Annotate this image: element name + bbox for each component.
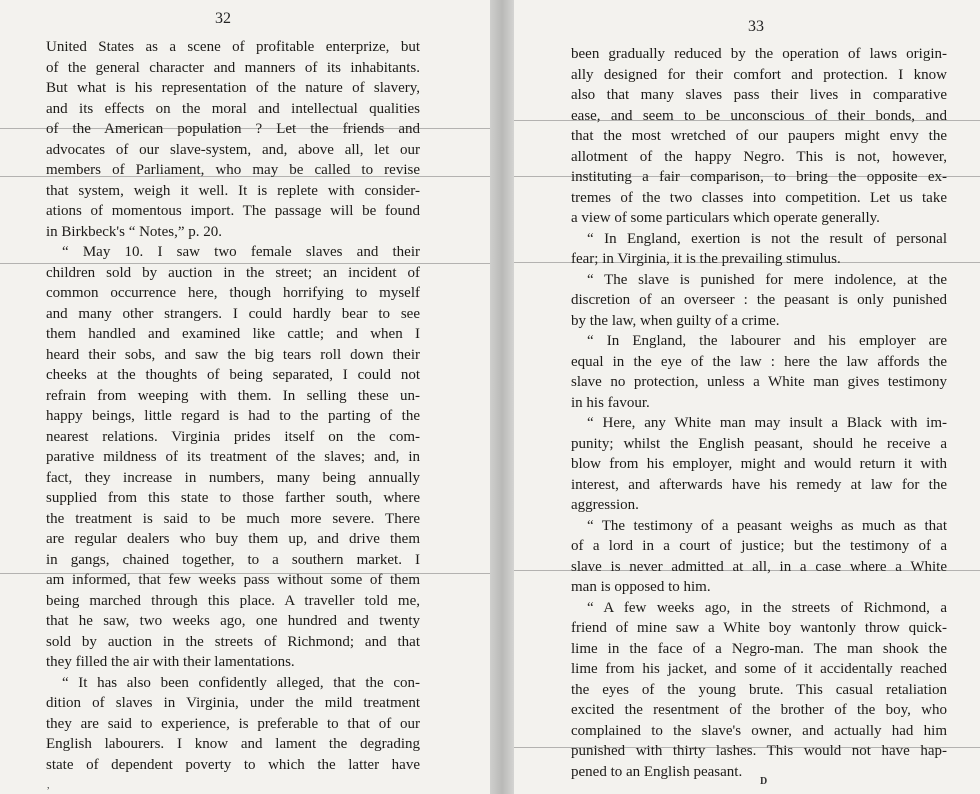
text-line: fact, they increase in numbers, many being annually xyxy=(46,469,420,486)
text-line: state of dependent poverty to which the latter have xyxy=(46,756,420,773)
text-line: nearest relations. Virginia prides itself on the com- xyxy=(46,428,420,445)
text-line: English labourers. I know and lament the degrading xyxy=(46,736,420,752)
text-line: in Birkbeck's “ Notes,” p. 20. xyxy=(46,223,223,240)
text-line: friend of mine saw a White boy wantonly throw quick- xyxy=(571,620,947,636)
text-line: ease, and seem to be unconscious of their bonds, and xyxy=(571,107,947,124)
scan-artifact-line xyxy=(0,263,490,264)
text-line: by the law, when guilty of a crime. xyxy=(571,312,780,329)
text-line: advocates of our slave-system, and, above all, let our xyxy=(46,141,420,158)
text-line: “ The testimony of a peasant weighs as much as that xyxy=(587,517,947,534)
text-line: that system, weigh it well. It is replete with consider- xyxy=(46,182,420,199)
scan-artifact-line xyxy=(514,176,980,177)
text-line: punished with thirty lashes. This would not have hap- xyxy=(571,743,947,759)
text-line: refrain from weeping with them. In selling these un- xyxy=(46,387,420,404)
scan-artifact-line xyxy=(514,262,980,263)
text-line: and its effects on the moral and intellectual qualities xyxy=(46,100,420,117)
text-line: discretion of an overseer : the peasant is only punished xyxy=(571,292,947,308)
text-line: tremes of the two classes into competition. Let us take xyxy=(571,189,947,206)
text-line: United States as a scene of profitable enterprize, but xyxy=(46,39,420,55)
text-line: lime in the face of a Negro-man. The man shook the xyxy=(571,640,947,657)
text-line: equal in the eye of the law : here the law affords the xyxy=(571,353,947,370)
text-line: supplied from this state to those farther south, where xyxy=(46,490,420,506)
text-line: “ A few weeks ago, in the streets of Richmond, a xyxy=(587,599,947,616)
text-line: instituting a fair comparison, to bring the opposite ex- xyxy=(571,169,947,185)
text-line: aggression. xyxy=(571,497,639,513)
page-number-right: 33 xyxy=(748,18,764,35)
text-line: members of Parliament, who may be called to revise xyxy=(46,162,420,178)
text-line: the eyes of the young brute. This casual retaliation xyxy=(571,681,947,698)
text-line: slave no protection, unless a White man gives testimony xyxy=(571,374,947,390)
text-line: excited the resentment of the brother of the boy, who xyxy=(571,702,947,718)
left-text-block xyxy=(46,37,420,775)
text-line: are regular dealers who buy them up, and drive them xyxy=(46,531,420,547)
scan-artifact-line xyxy=(514,570,980,571)
text-line: man is opposed to him. xyxy=(571,579,711,595)
text-line: common occurrence here, though horrifying to myself xyxy=(46,285,420,301)
scan-artifact-line xyxy=(514,120,980,121)
text-line: of a lord in a court of justice; but the testimony of a xyxy=(571,538,947,554)
text-line: But what is his representation of the nature of slavery, xyxy=(46,80,420,96)
signature-mark: D xyxy=(760,776,768,787)
text-line: of the general character and manners of its inhabitants. xyxy=(46,59,420,76)
text-line: “ May 10. I saw two female slaves and their xyxy=(62,244,420,260)
text-line: “ In England, exertion is not the result of personal xyxy=(587,230,947,247)
text-line: that he saw, two weeks ago, one hundred and twenty xyxy=(46,613,420,629)
text-line: punity; whilst the English peasant, should he receive a xyxy=(571,435,947,452)
text-line: interest, and afterwards have his remedy at law for the xyxy=(571,476,947,493)
right-text-block xyxy=(571,44,947,782)
text-line: fear; in Virginia, it is the prevailing stimulus. xyxy=(571,251,841,267)
text-line: and many other strangers. I could hardly bear to see xyxy=(46,305,420,322)
text-line: children sold by auction in the street; an incident of xyxy=(46,264,420,281)
text-line: them handled and examined like cattle; and when I xyxy=(46,326,420,342)
text-line: “ The slave is punished for mere indolence, at the xyxy=(587,271,947,288)
text-line: being marched through this place. A traveller told me, xyxy=(46,592,420,609)
text-line: a view of some particulars which operate generally. xyxy=(571,210,880,226)
text-line: am informed, that few weeks pass without some of them xyxy=(46,572,420,588)
text-line: sold by auction in the streets of Richmond; and that xyxy=(46,633,420,650)
text-line: they filled the air with their lamentations. xyxy=(46,654,295,670)
text-line: cheeks at the thoughts of being separated, I could not xyxy=(46,367,420,383)
text-line: complained to the slave's owner, and actually had him xyxy=(571,722,947,739)
text-line: “ It has also been confidently alleged, that the con- xyxy=(62,674,420,691)
scan-artifact-line xyxy=(0,128,490,129)
text-line: happy beings, little regard is had to the parting of the xyxy=(46,408,420,424)
right-page xyxy=(514,0,980,794)
text-line: ations of momentous import. The passage will be found xyxy=(46,203,420,219)
scan-artifact-line xyxy=(514,747,980,748)
text-line: lime from his jacket, and some of it accidentally reached xyxy=(571,661,947,677)
page-number-left: 32 xyxy=(215,10,231,27)
text-line: been gradually reduced by the operation of laws origin- xyxy=(571,46,947,62)
text-line: heard their sobs, and saw the big tears roll down their xyxy=(46,346,420,363)
text-line: “ In England, the labourer and his employer are xyxy=(587,333,947,349)
text-line: blow from his employer, might and would return it with xyxy=(571,456,947,472)
footer-mark-left: , xyxy=(47,780,50,791)
text-line: slave is never admitted at all, in a case where a White xyxy=(571,558,947,575)
text-line: dition of slaves in Virginia, under the mild treatment xyxy=(46,695,420,711)
text-line: the treatment is said to be much more severe. There xyxy=(46,510,420,527)
text-line: pened to an English peasant. xyxy=(571,763,743,780)
text-line: ally designed for their comfort and protection. I know xyxy=(571,66,947,83)
text-line: also that many slaves pass their lives in comparative xyxy=(571,87,947,103)
text-line: allotment of the happy Negro. This is not, however, xyxy=(571,148,947,165)
text-line: parative mildness of its treatment of the slaves; and, in xyxy=(46,449,420,465)
text-line: of the American population ? Let the friends and xyxy=(46,121,420,137)
text-line: that the most wretched of our paupers might envy the xyxy=(571,128,947,144)
scan-artifact-line xyxy=(0,176,490,177)
text-line: in his favour. xyxy=(571,394,650,411)
book-gutter xyxy=(490,0,514,794)
scan-artifact-line xyxy=(0,573,490,574)
text-line: “ Here, any White man may insult a Black with im- xyxy=(587,415,947,431)
text-line: they are said to experience, is preferable to that of our xyxy=(46,715,420,732)
text-line: in gangs, chained together, to a southern market. I xyxy=(46,551,420,568)
